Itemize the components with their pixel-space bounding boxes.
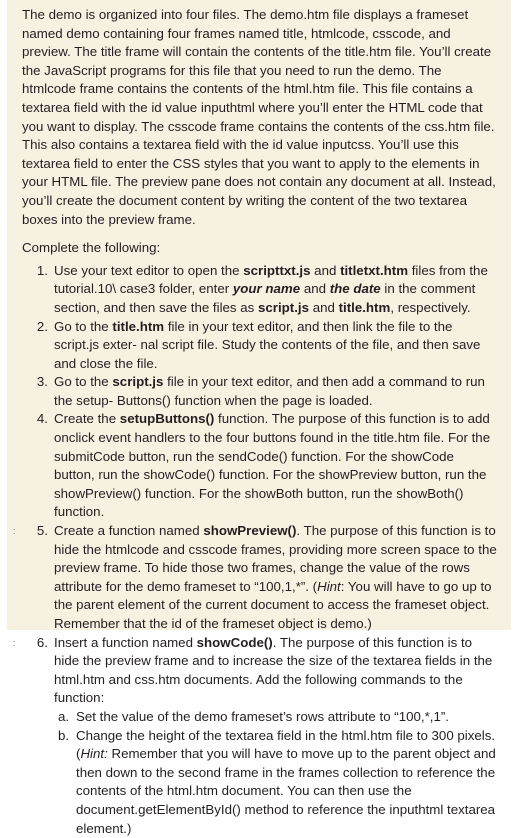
step-2 bbox=[22, 318, 497, 374]
step-text: Create the bbox=[54, 411, 120, 427]
step-number: 4. bbox=[36, 411, 48, 427]
step-text: Use your text editor to open the bbox=[54, 262, 244, 278]
step-number: 3. bbox=[36, 374, 48, 390]
bold-file-name: script.js bbox=[258, 299, 310, 315]
step-text: . The purpose of this function is to hide the preview frame and to increase the size of the textarea fields in the html.htm and css.htm documents. Add the following commands to the function: bbox=[54, 634, 493, 706]
step-text: Go to the bbox=[54, 374, 113, 390]
substep-b bbox=[54, 727, 497, 838]
bold-file-name: scripttxt.js bbox=[243, 262, 311, 278]
step-text: in the comment section, and then save the files as bbox=[54, 281, 476, 315]
substep-letter: b. bbox=[58, 727, 70, 743]
step-number: 6. bbox=[36, 634, 48, 650]
instructions-lead: Complete the following: bbox=[22, 240, 161, 256]
bold-italic-placeholder: the date bbox=[329, 281, 381, 297]
bold-italic-placeholder: your name bbox=[232, 281, 301, 297]
step-4 bbox=[22, 410, 497, 522]
step-text: . The purpose of this function is to hide the htmlcode and csscode frames, providing more screen space to the preview frame. To hide those two frames, change the value of the rows attribute for the demo frameset to “100,1,*”. ( bbox=[54, 523, 497, 594]
step-number: 5. bbox=[36, 523, 48, 539]
italic-hint-label: Hint: bbox=[80, 746, 108, 762]
step-text: and bbox=[309, 299, 339, 315]
margin-mark: : bbox=[13, 526, 16, 537]
substeps-list bbox=[54, 708, 497, 838]
step-text: function. The purpose of this function is to add onclick event handlers to the four buttons found in the title.htm file. For the submitCode button, run the sendCode() function. For the showCode button, run the showCode() function. For the showPreview button, run the showPreview() function. For the showBoth button, run the showBoth() function. bbox=[54, 411, 491, 520]
step-text: and bbox=[300, 281, 330, 297]
bold-function-name: showPreview() bbox=[203, 523, 297, 539]
margin-mark: : bbox=[13, 637, 16, 648]
substep-a bbox=[54, 708, 497, 727]
step-5 bbox=[13, 522, 497, 634]
bold-file-name: script.js bbox=[112, 374, 164, 390]
exercise-panel bbox=[7, 0, 511, 836]
substep-text: Set the value of the demo frameset’s rows attribute to “100,*,1”. bbox=[76, 708, 450, 724]
step-text: Insert a function named bbox=[54, 634, 197, 650]
step-text: files from the tutorial.10\ case3 folder, enter bbox=[54, 262, 488, 297]
italic-hint-label: Hint bbox=[317, 578, 341, 594]
substep-text: Remember that you will have to move up to the parent object and then down to the second frame in the frames collection to reference the contents of the html.htm document. You can then use the document.getElementById() method to reference the inputhtml textarea element.) bbox=[76, 746, 496, 836]
step-number: 2. bbox=[36, 318, 48, 334]
step-text: Go to the bbox=[54, 318, 113, 334]
intro-paragraph: The demo is organized into four files. The demo.htm file displays a frameset named demo containing four frames named title, htmlcode, csscode, and preview. The title frame will contain the contents of the title.htm file. You’ll create the JavaScript programs for this file that you need to run the demo. The htmlcode frame contains the contents of the html.htm file. This file contains a textarea field with the id value inputhtml where you’ll enter the HTML code that you want to display. The csscode frame contains the contents of the css.htm file. This also contains a textarea field with the id value inputcss. You’ll use this textarea field to enter the CSS styles that you want to apply to the elements in your HTML file. The preview pane does not contain any document at all. Instead, you’ll create the document content by writing the content of the two textarea boxes into the preview frame. bbox=[22, 7, 496, 227]
step-text: : You will have to go up to the parent element of the current document to access the frameset object. Remember that the id of the frameset object is demo.) bbox=[54, 578, 492, 631]
step-3 bbox=[22, 373, 497, 410]
step-number: 1. bbox=[36, 262, 48, 278]
substep-letter: a. bbox=[58, 708, 70, 724]
bold-file-name: title.htm bbox=[338, 299, 391, 315]
step-text: and bbox=[310, 262, 341, 278]
bold-function-name: showCode() bbox=[196, 634, 273, 650]
step-1 bbox=[22, 262, 497, 318]
substep-text: Change the height of the textarea field in the html.htm file to 300 pixels. ( bbox=[76, 727, 496, 762]
step-text: , respectively. bbox=[390, 299, 471, 315]
step-text: file in your text editor, and then link the file to the script.js exter- nal script file. Study the contents of the file, and then save and close the file. bbox=[54, 318, 481, 371]
bold-function-name: setupButtons() bbox=[119, 411, 215, 427]
step-text: file in your text editor, and then add a command to run the setup- Buttons() function when the page is loaded. bbox=[54, 374, 485, 408]
steps-list bbox=[13, 262, 497, 838]
bold-file-name: title.htm bbox=[112, 318, 165, 334]
bold-file-name: titletxt.htm bbox=[340, 262, 409, 278]
step-text: Create a function named bbox=[54, 523, 204, 539]
step-6 bbox=[13, 634, 497, 838]
